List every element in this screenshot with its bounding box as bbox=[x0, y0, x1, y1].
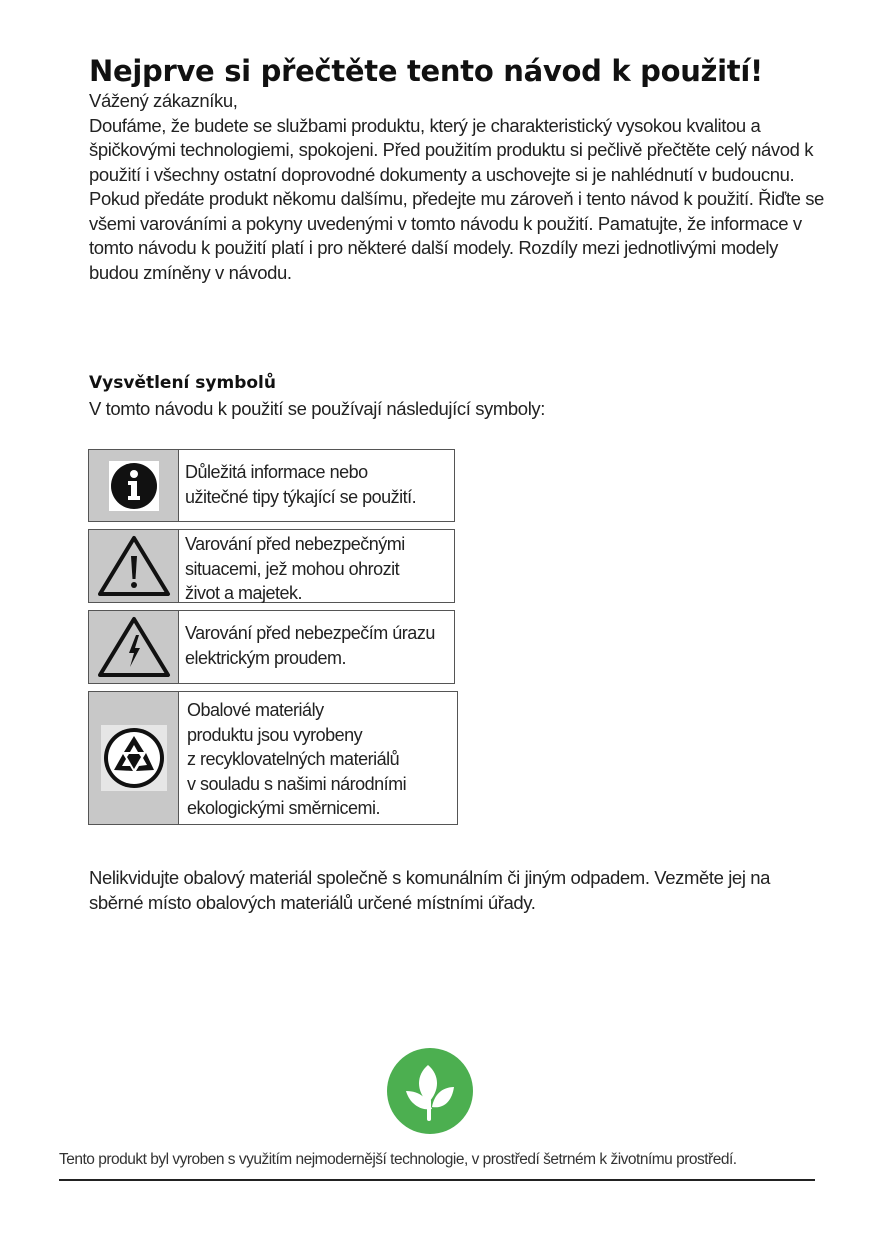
eco-leaf-icon bbox=[386, 1047, 474, 1140]
greeting: Vážený zákazníku, bbox=[89, 90, 238, 111]
symbol-text-info: Důležitá informace nebo užitečné tipy týkající se použití. bbox=[185, 462, 417, 507]
symbol-box-info bbox=[88, 449, 455, 522]
symbol-text-warning: Varování před nebezpečnými situacemi, jež mohou ohrozit život a majetek. bbox=[185, 534, 405, 603]
symbols-subheading: V tomto návodu k použití se používají následující symboly: bbox=[89, 398, 545, 419]
symbol-text-electric: Varování před nebezpečím úrazu elektrickým proudem. bbox=[185, 623, 435, 668]
symbols-heading: Vysvětlení symbolů bbox=[89, 373, 276, 393]
electric-shock-icon bbox=[89, 611, 179, 683]
info-icon bbox=[89, 450, 179, 521]
symbol-box-recycle bbox=[88, 691, 458, 825]
recycle-icon bbox=[89, 692, 179, 824]
warning-triangle-icon bbox=[89, 530, 179, 602]
intro-paragraph: Doufáme, že budete se službami produktu, který je charakteristický vysokou kvalitou a špičkovými technologiemi, spokojeni. Před použitím produktu si pečlivě přečtěte celý návod k použití i všechny ostatní doprovodné dokumenty a uschovejte si je nahlédnutí v budoucnu. Pokud předáte produkt někomu dalšímu, předejte mu zároveň i tento návod k použití. Řiďte se všemi varováními a pokyny uvedenými v tomto návodu k použití. Pamatujte, že informace v tomto návodu k použití platí i pro některé další modely. Rozdíly mezi jednotlivými modely budou zmíněny v návodu. bbox=[89, 114, 824, 283]
symbol-text-recycle: Obalové materiály produktu jsou vyrobeny z recyklovatelných materiálů v souladu s našimi národními ekologickými směrnicemi. bbox=[187, 700, 407, 818]
page-title: Nejprve si přečtěte tento návod k použití! bbox=[89, 54, 763, 88]
footer-divider bbox=[59, 1179, 815, 1181]
footer-text: Tento produkt byl vyroben s využitím nejmodernější technologie, v prostředí šetrném k životnímu prostředí. bbox=[59, 1151, 737, 1168]
intro-section bbox=[89, 89, 824, 285]
symbol-box-electric bbox=[88, 610, 455, 684]
symbol-box-warning bbox=[88, 529, 455, 603]
disposal-paragraph: Nelikvidujte obalový materiál společně s komunálním či jiným odpadem. Vezměte jej na sběrné místo obalových materiálů určené místními úřady. bbox=[89, 867, 771, 913]
